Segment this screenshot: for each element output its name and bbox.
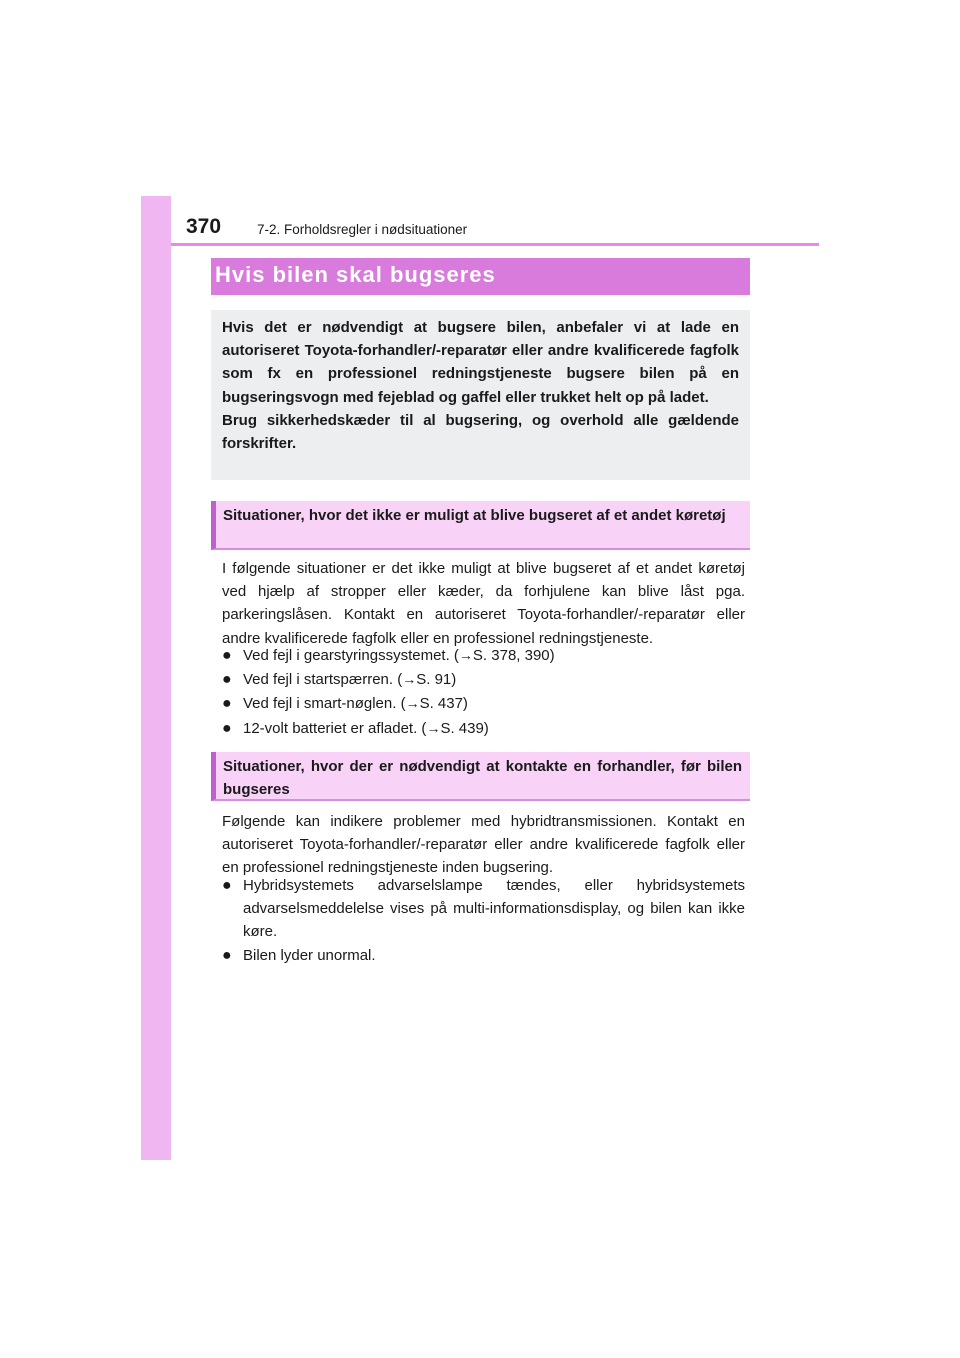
intro-paragraph-2: Brug sikkerhedskæder til al bugsering, og overhold alle gældende forskrifter. — [222, 411, 739, 453]
body-contact-dealer: Følgende kan indikere problemer med hybridtransmissionen. Kontakt en autoriseret Toyota-forhandler/-reparatør eller andre kvalificerede fagfolk eller en professionel redningstjeneste inden bugsering. — [222, 813, 745, 877]
bullet-icon: ● — [222, 671, 232, 689]
list-item: ● 12-volt batteriet er afladet. (→S. 439) — [222, 717, 745, 740]
page-number: 370 — [186, 215, 222, 238]
page-reference[interactable]: S. 91) — [416, 671, 457, 689]
intro-paragraph-1: Hvis det er nødvendigt at bugsere bilen, anbefaler vi at lade en autoriseret Toyota-forhandler/-reparatør eller andre kvalificerede fagfolk som fx en professionel redningstjeneste bugsere bilen på en bugseringsvogn med fejeblad og gaffel eller trukket helt op på ladet. — [222, 319, 739, 406]
list-item: ● Ved fejl i gearstyringssystemet. (→S. 378, 390) — [222, 644, 745, 667]
page-side-tab — [141, 196, 171, 1160]
bullet-icon: ● — [222, 647, 232, 664]
intro-box — [211, 310, 750, 480]
header-rule — [171, 243, 819, 246]
bullet-list-no-towing — [222, 644, 745, 741]
list-item: ● Ved fejl i startspærren. (→S. 91) — [222, 668, 745, 691]
page-reference[interactable]: S. 437) — [419, 695, 468, 713]
list-item: ● Ved fejl i smart-nøglen. (→S. 437) — [222, 692, 745, 715]
bullet-icon: ● — [222, 695, 232, 713]
arrow-icon: → — [458, 647, 473, 663]
list-item: ● Bilen lyder unormal. — [222, 944, 745, 967]
bullet-icon: ● — [222, 719, 232, 737]
arrow-icon: → — [426, 719, 441, 736]
bullet-icon: ● — [222, 877, 232, 894]
body-no-towing: I følgende situationer er det ikke muligt at blive bugseret af et andet køretøj ved hjælp af stropper eller kæder, da forhjulene kan blive låst pga. parkeringslåsen. Kontakt en autoriseret Toyota-forhandler/-reparatør eller andre kvalificerede fagfolk eller en professionel redningstjeneste. — [222, 560, 745, 647]
page-reference[interactable]: S. 378, 390) — [472, 647, 555, 664]
list-item: ● Hybridsystemets advarselslampe tændes, eller hybridsystemets advarselsmeddelelse vises på multi-informationsdisplay, og bilen kan ikke køre. — [222, 874, 745, 944]
chapter-title: 7-2. Forholdsregler i nødsituationer — [257, 222, 468, 237]
bullet-list-contact-dealer — [222, 874, 745, 968]
arrow-icon: → — [405, 695, 420, 712]
subheading-contact-dealer: Situationer, hvor der er nødvendigt at kontakte en forhandler, før bilen bugseres — [211, 752, 750, 801]
subheading-no-towing: Situationer, hvor det ikke er muligt at blive bugseret af et andet køretøj — [211, 501, 750, 550]
section-title: Hvis bilen skal bugseres — [211, 258, 750, 295]
bullet-icon: ● — [222, 947, 232, 965]
arrow-icon: → — [402, 671, 417, 688]
page-reference[interactable]: S. 439) — [440, 719, 489, 737]
